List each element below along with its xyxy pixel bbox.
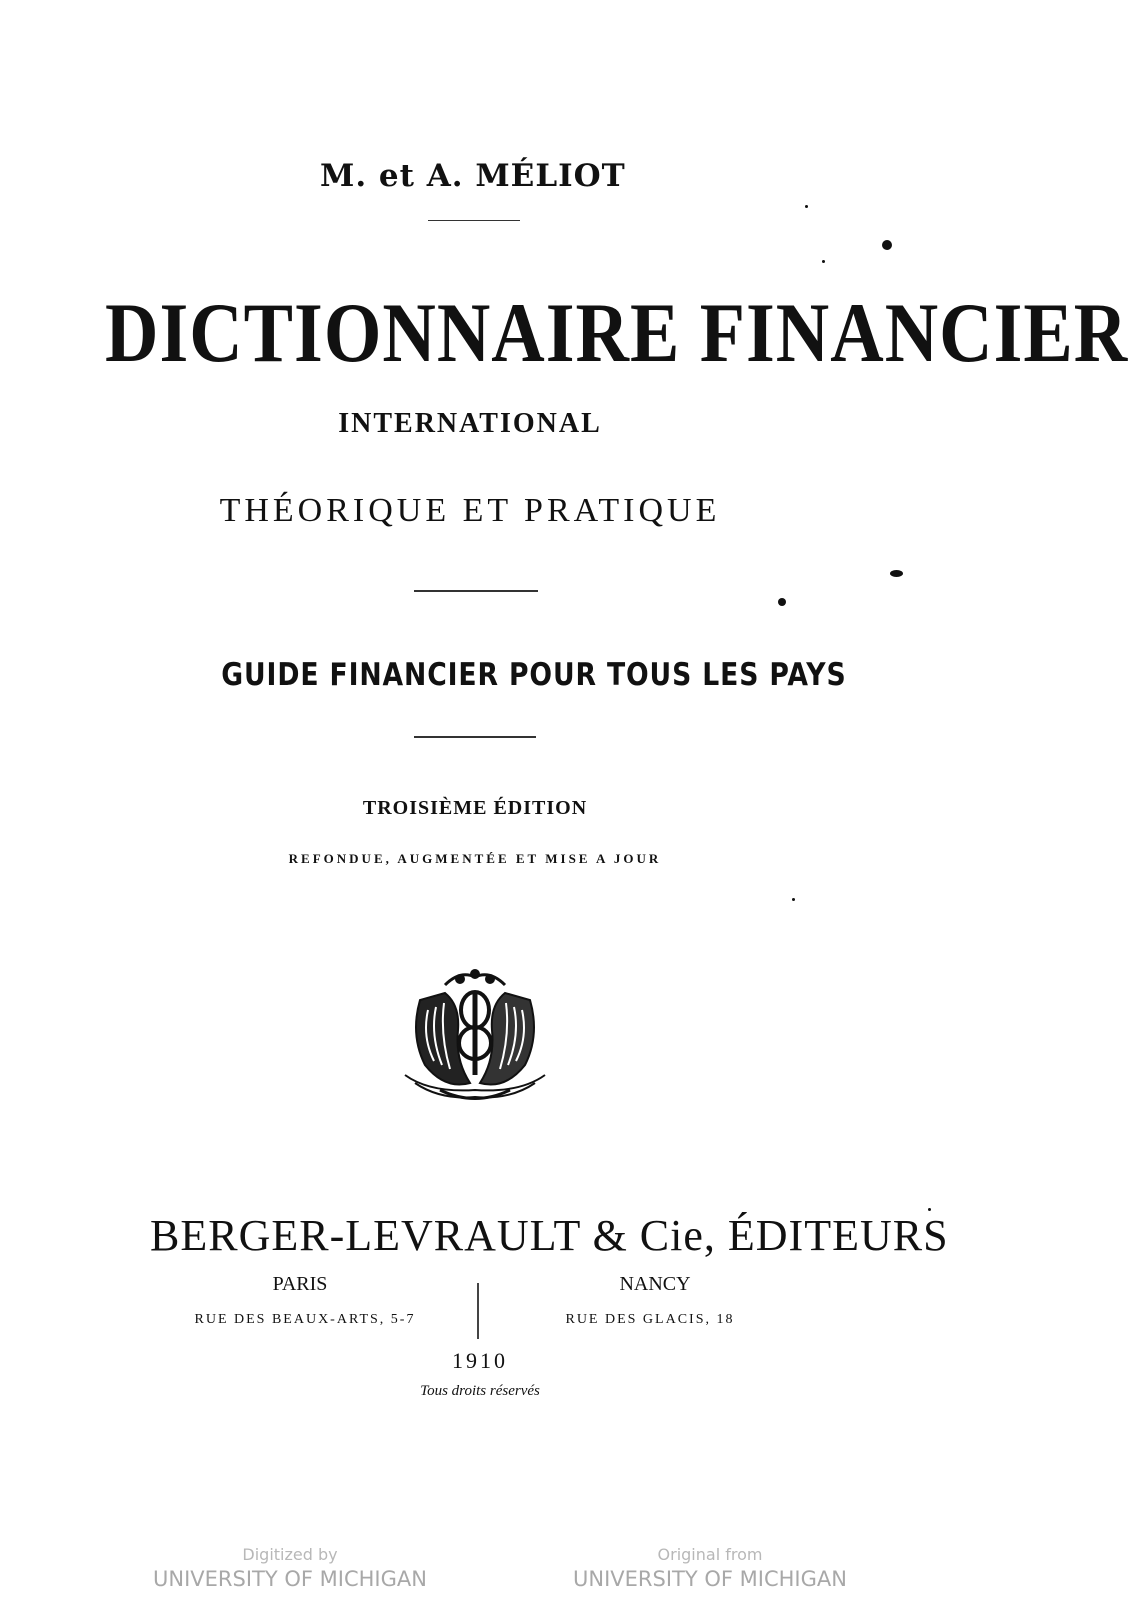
revision-note: REFONDUE, AUGMENTÉE ET MISE A JOUR — [288, 851, 662, 866]
publisher-monogram-emblem-icon — [400, 965, 550, 1107]
digitized-by-label: Digitized by — [242, 1545, 338, 1564]
book-title: DICTIONNAIRE FINANCIER — [105, 286, 1128, 381]
publisher-name: BERGER-LEVRAULT & Cie, ÉDITEURS — [150, 1211, 949, 1260]
rights-notice: Tous droits réservés — [420, 1383, 540, 1399]
location-street-nancy: RUE DES GLACIS, 18 — [565, 1312, 735, 1327]
original-from-institution: UNIVERSITY OF MICHIGAN — [573, 1567, 847, 1591]
ink-speck — [805, 205, 808, 208]
rule-under-authors — [428, 220, 520, 221]
ink-speck — [882, 240, 892, 250]
rule-under-subtitle — [414, 590, 538, 592]
subtitle-line-1: INTERNATIONAL — [338, 408, 602, 439]
edition-label: TROISIÈME ÉDITION — [362, 797, 588, 819]
location-city-nancy: NANCY — [619, 1273, 691, 1295]
location-city-paris: PARIS — [272, 1273, 328, 1295]
guide-heading: GUIDE FINANCIER POUR TOUS LES PAYS — [221, 657, 847, 693]
location-divider — [477, 1283, 479, 1339]
ink-speck — [822, 260, 825, 263]
author-names: M. et A. MÉLIOT — [320, 158, 626, 194]
location-street-paris: RUE DES BEAUX-ARTS, 5-7 — [194, 1312, 416, 1327]
digitized-by-institution: UNIVERSITY OF MICHIGAN — [153, 1567, 427, 1591]
original-from-label: Original from — [657, 1545, 763, 1564]
rule-under-guide — [414, 736, 536, 738]
ink-speck — [778, 598, 786, 606]
subtitle-line-2: THÉORIQUE ET PRATIQUE — [219, 492, 721, 529]
publication-year: 1910 — [452, 1348, 508, 1373]
ink-speck — [890, 570, 903, 577]
ink-speck — [792, 898, 795, 901]
ink-speck — [928, 1208, 931, 1211]
